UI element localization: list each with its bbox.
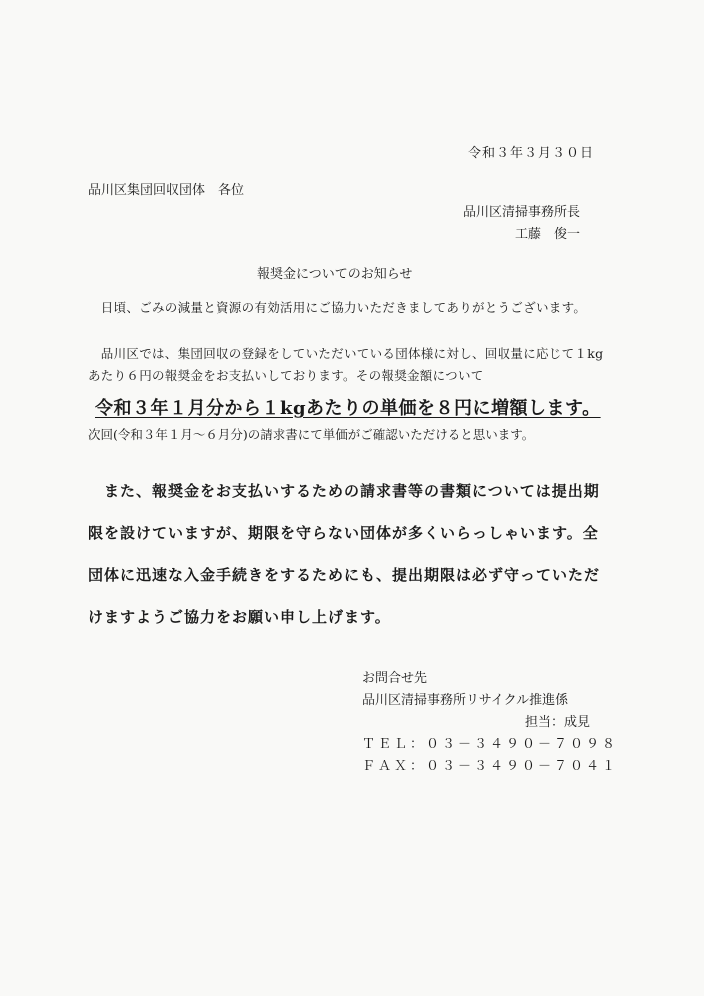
deadline-notice-paragraph: また、報奨金をお支払いするための請求書等の書類については提出期限を設けていますが、期限を守らない団体が多くいらっしゃいます。全団体に迅速な入金手続きをするためにも、提出期限は必ず守っていただけますようご協力をお願い申し上げます。 — [88, 482, 601, 626]
contact-tel: ＴＥＬ：０３－３４９０－７０９８ — [362, 737, 619, 752]
contact-person: 担当：成見 — [524, 715, 590, 730]
greeting-paragraph: 日頃、ごみの減量と資源の有効活用にご協力いただきましてありがとうございます。 — [88, 300, 587, 315]
rate-increase-notice: 令和３年１月分から１kgあたりの単価を８円に増額します。 — [95, 398, 601, 419]
sender-name: 工藤 俊一 — [515, 227, 581, 242]
contact-block — [362, 668, 618, 778]
sender-organization: 品川区清掃事務所長 — [463, 205, 581, 220]
invoice-confirmation-line: 次回(令和３年１月～６月分)の請求書にて単価がご確認いただけると思います。 — [88, 427, 535, 442]
reward-paragraph: 品川区では、集団回収の登録をしていただいている団体様に対し、回収量に応じて１kgあたり６円の報奨金をお支払いしております。その報奨金額について — [88, 346, 604, 383]
contact-heading: お問合せ先 — [362, 671, 428, 686]
contact-fax: ＦＡＸ：０３－３４９０－７０４１ — [362, 759, 619, 774]
letter-recipient: 品川区集団回収団体 各位 — [88, 183, 245, 198]
letter-date: 令和３年３月３０日 — [468, 146, 595, 161]
letter-title: 報奨金についてのお知らせ — [257, 267, 413, 282]
contact-section: 品川区清掃事務所リサイクル推進係 — [362, 693, 569, 708]
